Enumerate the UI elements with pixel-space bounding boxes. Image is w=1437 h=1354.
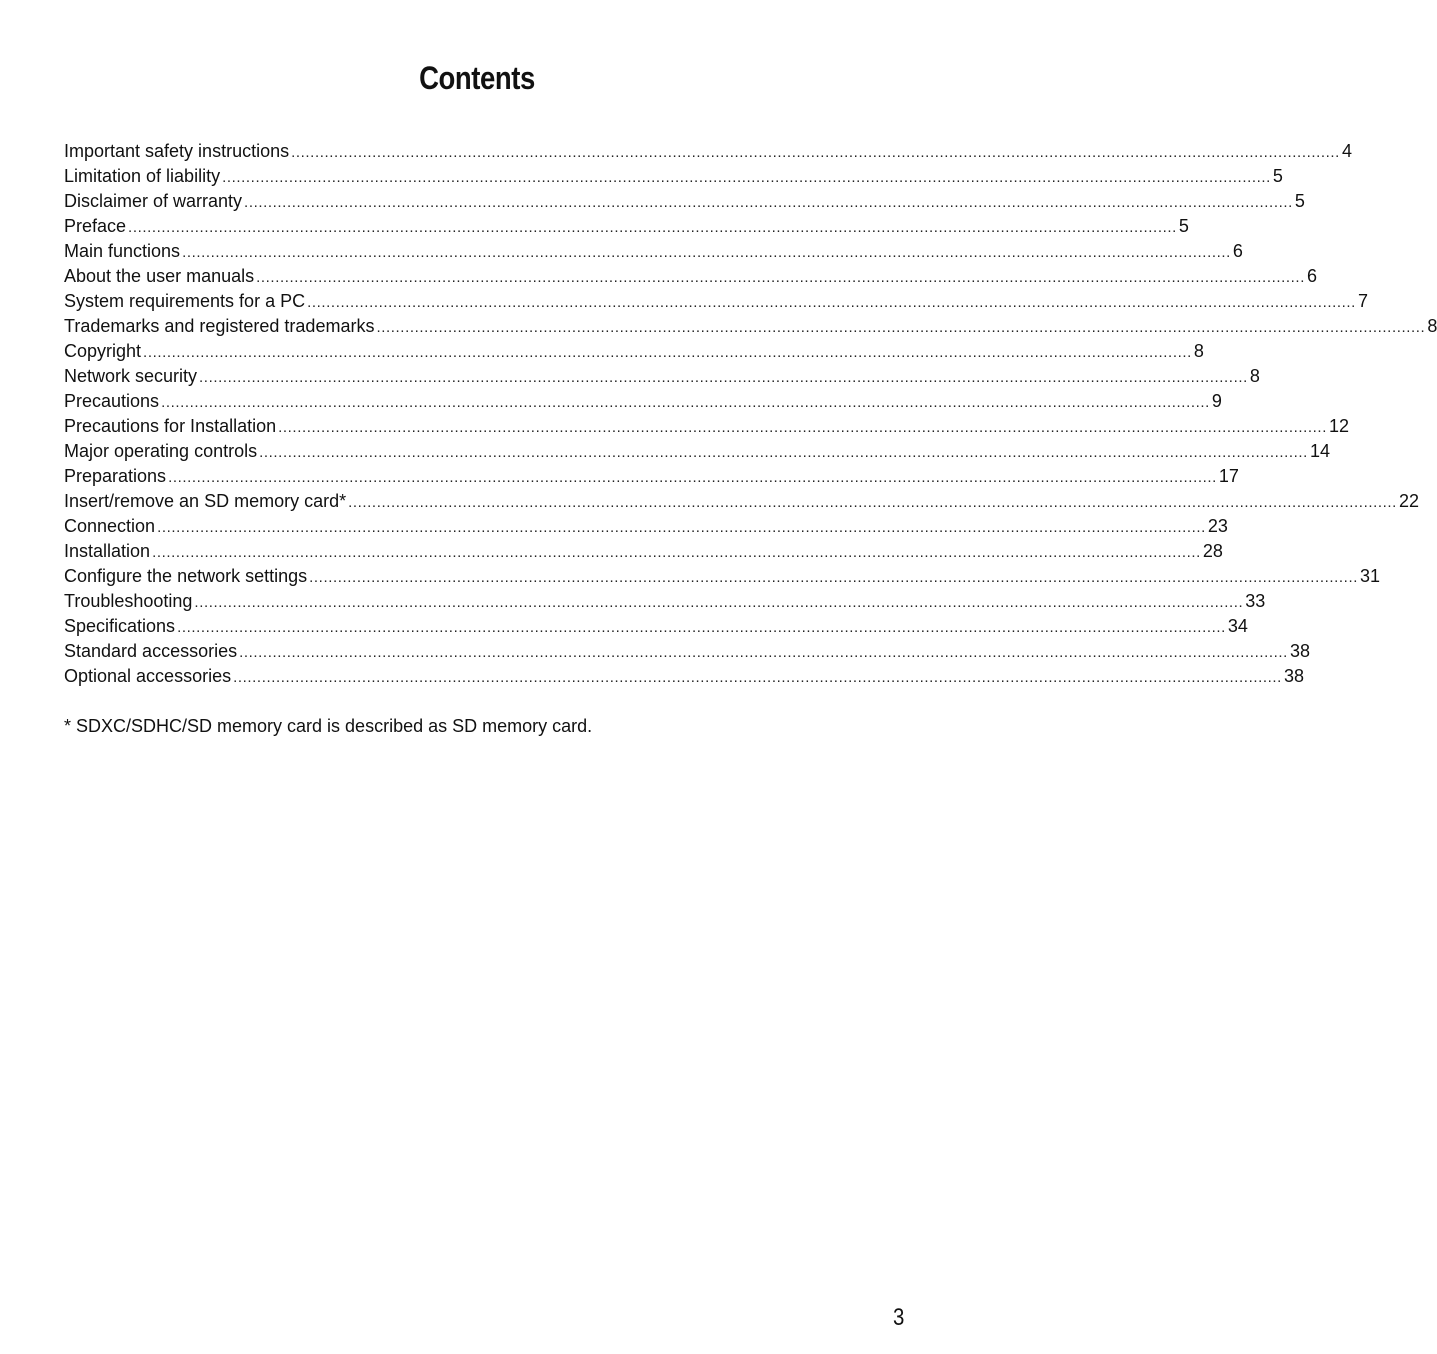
footnote: * SDXC/SDHC/SD memory card is described as SD memory card. xyxy=(64,716,593,736)
toc-entry-label: Standard accessories xyxy=(64,641,238,661)
toc-entry[interactable] xyxy=(64,189,1305,214)
toc-entry-page: 6 xyxy=(1232,241,1243,261)
dot-leader: ............................................................................................................................................................................................................................ xyxy=(278,419,1327,436)
page-number: 3 xyxy=(893,1304,905,1331)
toc-entry-page: 38 xyxy=(1289,641,1310,661)
toc-entry-label: Insert/remove an SD memory card* xyxy=(64,491,347,511)
toc-entry[interactable] xyxy=(64,489,1419,514)
dot-leader: ............................................................................................................................................................................................................................ xyxy=(244,194,1293,211)
toc-entry-label: Specifications xyxy=(64,616,176,636)
toc-entry[interactable] xyxy=(64,264,1317,289)
dot-leader: ............................................................................................................................................................................................................................ xyxy=(168,469,1217,486)
toc-entry[interactable] xyxy=(64,664,1304,689)
dot-leader: ............................................................................................................................................................................................................................ xyxy=(182,244,1231,261)
toc-entry-label: Installation xyxy=(64,541,151,561)
toc-entry-page: 4 xyxy=(1341,141,1352,161)
toc-entry-page: 8 xyxy=(1249,366,1260,386)
toc-entry-label: About the user manuals xyxy=(64,266,255,286)
toc-entry-label: Trademarks and registered trademarks xyxy=(64,316,375,336)
toc-entry[interactable] xyxy=(64,389,1222,414)
dot-leader: ............................................................................................................................................................................................................................ xyxy=(376,319,1426,336)
page-title: Contents xyxy=(419,60,535,96)
dot-leader: ............................................................................................................................................................................................................................ xyxy=(143,344,1192,361)
dot-leader: ............................................................................................................................................................................................................................ xyxy=(157,519,1206,536)
toc-entry[interactable] xyxy=(64,139,1352,164)
toc-entry[interactable] xyxy=(64,164,1283,189)
toc-entry-page: 5 xyxy=(1294,191,1305,211)
toc-entry[interactable] xyxy=(64,639,1310,664)
toc-entry-page: 38 xyxy=(1283,666,1304,686)
dot-leader: ............................................................................................................................................................................................................................ xyxy=(177,619,1226,636)
toc-entry-page: 23 xyxy=(1207,516,1228,536)
toc-entry-label: Troubleshooting xyxy=(64,591,193,611)
toc-entry[interactable] xyxy=(64,589,1266,614)
toc-entry-label: Main functions xyxy=(64,241,181,261)
dot-leader: ............................................................................................................................................................................................................................ xyxy=(161,394,1210,411)
toc-entry-label: Optional accessories xyxy=(64,666,232,686)
toc-entry-label: Precautions for Installation xyxy=(64,416,277,436)
toc-entry[interactable] xyxy=(64,414,1349,439)
toc-entry-page: 7 xyxy=(1357,291,1368,311)
toc-entry-label: Preparations xyxy=(64,466,167,486)
toc-entry[interactable] xyxy=(64,439,1330,464)
toc-entry-label: Important safety instructions xyxy=(64,141,290,161)
toc-entry-label: Connection xyxy=(64,516,156,536)
dot-leader: ............................................................................................................................................................................................................................ xyxy=(239,644,1288,661)
toc-entry-page: 9 xyxy=(1211,391,1222,411)
dot-leader: ............................................................................................................................................................................................................................ xyxy=(309,569,1358,586)
toc-entry-page: 34 xyxy=(1227,616,1248,636)
toc-entry-page: 6 xyxy=(1306,266,1317,286)
toc-entry[interactable] xyxy=(64,239,1243,264)
dot-leader: ............................................................................................................................................................................................................................ xyxy=(152,544,1201,561)
toc-entry-label: Configure the network settings xyxy=(64,566,308,586)
toc-entry-label: Limitation of liability xyxy=(64,166,221,186)
toc-entry-label: Preface xyxy=(64,216,127,236)
toc-entry-label: Disclaimer of warranty xyxy=(64,191,243,211)
toc-entry[interactable] xyxy=(64,464,1239,489)
dot-leader: ............................................................................................................................................................................................................................ xyxy=(128,219,1177,236)
toc-entry-page: 8 xyxy=(1427,316,1437,336)
dot-leader: ............................................................................................................................................................................................................................ xyxy=(222,169,1271,186)
toc-entry-label: Network security xyxy=(64,366,198,386)
toc-entry-page: 8 xyxy=(1193,341,1204,361)
table-of-contents xyxy=(64,139,1437,689)
toc-entry[interactable] xyxy=(64,514,1228,539)
toc-entry-page: 12 xyxy=(1328,416,1349,436)
dot-leader: ............................................................................................................................................................................................................................ xyxy=(348,494,1397,511)
toc-entry[interactable] xyxy=(64,539,1223,564)
toc-entry-label: Precautions xyxy=(64,391,160,411)
toc-entry-page: 28 xyxy=(1202,541,1223,561)
dot-leader: ............................................................................................................................................................................................................................ xyxy=(291,144,1340,161)
dot-leader: ............................................................................................................................................................................................................................ xyxy=(199,369,1248,386)
toc-entry[interactable] xyxy=(64,314,1437,339)
toc-entry-label: Major operating controls xyxy=(64,441,258,461)
toc-entry-page: 5 xyxy=(1272,166,1283,186)
toc-entry-label: Copyright xyxy=(64,341,142,361)
toc-entry[interactable] xyxy=(64,289,1368,314)
toc-entry-page: 5 xyxy=(1178,216,1189,236)
dot-leader: ............................................................................................................................................................................................................................ xyxy=(194,594,1244,611)
toc-entry-page: 33 xyxy=(1245,591,1266,611)
toc-entry[interactable] xyxy=(64,339,1204,364)
toc-entry[interactable] xyxy=(64,214,1189,239)
dot-leader: ............................................................................................................................................................................................................................ xyxy=(259,444,1308,461)
toc-entry-page: 31 xyxy=(1359,566,1381,586)
dot-leader: ............................................................................................................................................................................................................................ xyxy=(307,294,1356,311)
toc-entry-page: 17 xyxy=(1218,466,1239,486)
dot-leader: ............................................................................................................................................................................................................................ xyxy=(256,269,1305,286)
toc-entry[interactable] xyxy=(64,564,1381,589)
toc-entry[interactable] xyxy=(64,614,1248,639)
toc-entry[interactable] xyxy=(64,364,1260,389)
toc-entry-page: 14 xyxy=(1309,441,1330,461)
toc-entry-page: 22 xyxy=(1398,491,1419,511)
dot-leader: ............................................................................................................................................................................................................................ xyxy=(233,669,1282,686)
toc-entry-label: System requirements for a PC xyxy=(64,291,306,311)
